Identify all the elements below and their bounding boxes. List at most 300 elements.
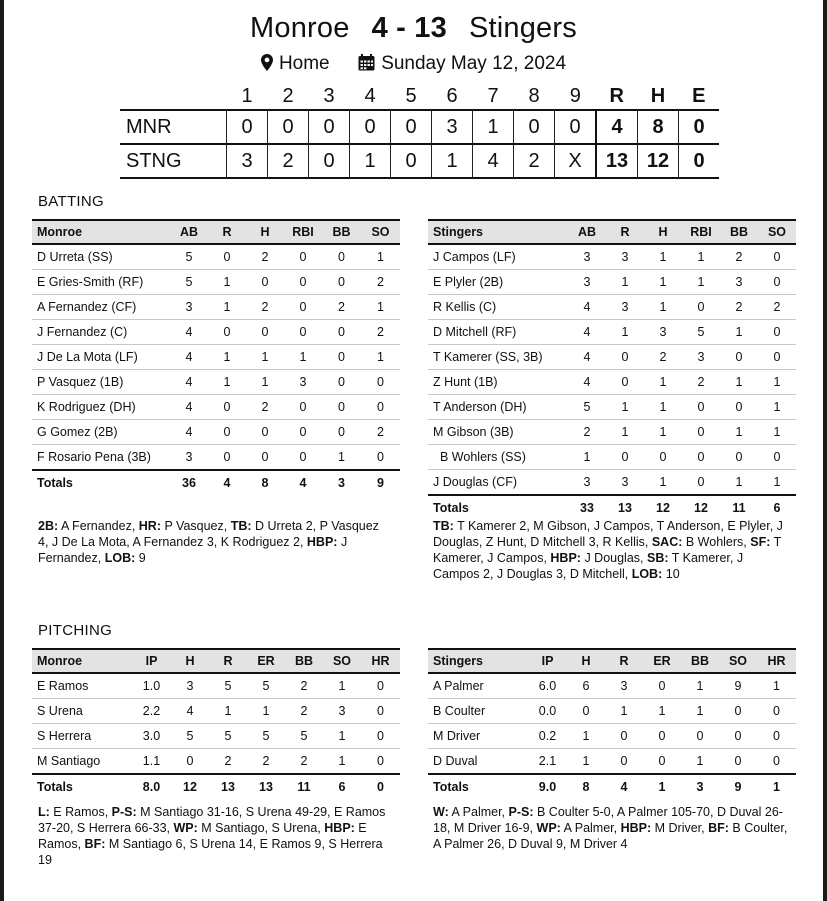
stat-cell: 0	[361, 699, 400, 724]
runs-header: R	[609, 85, 624, 107]
stat-cell: 0	[758, 244, 796, 270]
stat-cell: 1	[208, 370, 246, 395]
hits-total: 8	[638, 110, 679, 144]
stat-cell: 0	[758, 320, 796, 345]
column-header: AB	[170, 220, 208, 244]
batting-section-label: BATTING	[38, 193, 104, 210]
hits-total: 12	[638, 144, 679, 178]
line-score-row-home	[120, 144, 719, 178]
stat-cell: 0	[322, 244, 361, 270]
hits-header: H	[650, 85, 666, 107]
stat-cell: 3	[606, 295, 644, 320]
inning-score: 0	[391, 110, 432, 144]
note-text: T Kamerer, J Campos 2, J Douglas 3, D Mitchell,	[433, 551, 744, 581]
stat-cell: 2	[720, 244, 758, 270]
stat-cell: 0	[361, 673, 400, 699]
stat-cell: 3	[644, 320, 682, 345]
player-name: E Gries-Smith (RF)	[32, 270, 170, 295]
stat-cell: 5	[209, 673, 247, 699]
note-text: J Douglas,	[580, 551, 647, 565]
player-name: B Coulter	[428, 699, 528, 724]
errors-total: 0	[679, 144, 720, 178]
stat-cell: 3	[720, 270, 758, 295]
stat-cell: 2	[758, 295, 796, 320]
note-text: E Ramos,	[49, 805, 112, 819]
stat-cell: 0	[719, 724, 757, 749]
inning-header: 3	[323, 85, 335, 107]
stat-cell: 2	[285, 699, 323, 724]
stat-cell: 5	[285, 724, 323, 749]
frame-left-border	[0, 0, 4, 901]
stat-cell: 6	[567, 673, 605, 699]
total-cell: 13	[247, 774, 285, 799]
stat-cell: 0	[682, 420, 720, 445]
table-row	[32, 445, 400, 471]
column-header: IP	[132, 649, 171, 673]
stat-cell: 1	[758, 470, 796, 496]
player-name: G Gomez (2B)	[32, 420, 170, 445]
stat-cell: 2	[246, 395, 284, 420]
note-text: B Coulter, A Palmer 26, D Duval 9, M Driver 4	[433, 821, 788, 851]
stat-cell: 3.0	[132, 724, 171, 749]
table-row	[428, 370, 796, 395]
player-name: J Fernandez (C)	[32, 320, 170, 345]
table-row	[32, 370, 400, 395]
stat-cell: 1	[681, 699, 719, 724]
home-team-name: Stingers	[468, 12, 577, 44]
note-label: HBP:	[620, 821, 652, 835]
stat-cell: 3	[606, 470, 644, 496]
team-column-header: Stingers	[428, 649, 528, 673]
total-cell: 6	[323, 774, 361, 799]
stat-cell: 0	[171, 749, 209, 775]
total-cell: 9	[719, 774, 757, 799]
column-header: HR	[757, 649, 796, 673]
table-row	[32, 320, 400, 345]
inning-header: 2	[282, 85, 294, 107]
stat-cell: 5	[247, 673, 285, 699]
table-row	[428, 320, 796, 345]
total-cell: 12	[682, 495, 720, 520]
table-row	[428, 420, 796, 445]
note-text: 10	[662, 567, 680, 581]
table-row	[428, 295, 796, 320]
totals-label: Totals	[428, 774, 528, 799]
total-cell: 4	[284, 470, 322, 495]
stat-cell: 0	[284, 270, 322, 295]
player-name: E Plyler (2B)	[428, 270, 568, 295]
stat-cell: 2	[209, 749, 247, 775]
stat-cell: 0	[361, 724, 400, 749]
column-header: H	[567, 649, 605, 673]
note-text: T Kamerer 2, M Gibson, J Campos, T Anderson, E Plyler, J Douglas, Z Hunt, D Mitchell 3, R Kellis,	[433, 519, 783, 549]
note-text: D Urreta 2, P Vasquez 4, J De La Mota, A Fernandez 3, K Rodriguez 2,	[38, 519, 379, 549]
stat-cell: 0	[720, 395, 758, 420]
team-abbr: STNG	[126, 149, 182, 172]
column-header: RBI	[682, 220, 720, 244]
player-name: J Campos (LF)	[428, 244, 568, 270]
table-row	[32, 270, 400, 295]
stat-cell: 1	[720, 420, 758, 445]
stat-cell: 0	[322, 370, 361, 395]
stat-cell: 2.2	[132, 699, 171, 724]
line-score-table	[120, 84, 719, 179]
note-label: P-S:	[111, 805, 137, 819]
stat-cell: 2	[361, 420, 400, 445]
stat-cell: 3	[323, 699, 361, 724]
home-batting-notes	[433, 518, 785, 582]
stat-cell: 2	[285, 673, 323, 699]
team-column-header: Stingers	[428, 220, 568, 244]
totals-row	[428, 774, 796, 799]
stat-cell: 4	[170, 420, 208, 445]
stat-cell: 1	[644, 270, 682, 295]
stat-cell: 0	[681, 724, 719, 749]
inning-header: 9	[569, 85, 581, 107]
stat-cell: 1	[720, 470, 758, 496]
stat-cell: 2	[322, 295, 361, 320]
note-label: HBP:	[306, 535, 338, 549]
stat-cell: 1	[681, 749, 719, 775]
errors-total: 0	[679, 110, 720, 144]
stat-cell: 4	[170, 345, 208, 370]
stat-cell: 0	[643, 749, 681, 775]
stat-cell: 1	[720, 320, 758, 345]
stat-cell: 0	[719, 699, 757, 724]
table-row	[32, 724, 400, 749]
player-name: S Urena	[32, 699, 132, 724]
player-name: E Ramos	[32, 673, 132, 699]
stat-cell: 0	[361, 370, 400, 395]
player-name: M Gibson (3B)	[428, 420, 568, 445]
stat-cell: 1	[246, 370, 284, 395]
stat-cell: 1	[605, 699, 643, 724]
away-team-name: Monroe	[250, 12, 350, 44]
stat-cell: 0	[208, 244, 246, 270]
player-name: D Duval	[428, 749, 528, 775]
column-header: IP	[528, 649, 567, 673]
column-header: R	[606, 220, 644, 244]
player-name: M Driver	[428, 724, 528, 749]
stat-cell: 0	[720, 445, 758, 470]
inning-header: 6	[446, 85, 458, 107]
table-row	[428, 724, 796, 749]
note-text: 9	[135, 551, 146, 565]
inning-score: X	[555, 144, 597, 178]
column-header: ER	[247, 649, 285, 673]
table-row	[32, 345, 400, 370]
inning-score: 0	[309, 144, 350, 178]
stat-cell: 1	[284, 345, 322, 370]
stat-cell: 0	[246, 270, 284, 295]
totals-row	[32, 774, 400, 799]
note-text: J Fernandez,	[38, 535, 348, 565]
stat-cell: 0	[246, 445, 284, 471]
stat-cell: 0	[208, 420, 246, 445]
table-row	[428, 244, 796, 270]
stat-cell: 1	[681, 673, 719, 699]
inning-score: 1	[473, 110, 514, 144]
away-batting-notes	[38, 518, 390, 566]
inning-score: 1	[350, 144, 391, 178]
column-header: H	[644, 220, 682, 244]
inning-score: 2	[514, 144, 555, 178]
total-cell: 8	[567, 774, 605, 799]
note-text: M Santiago 6, S Urena 14, E Ramos 9, S Herrera 19	[38, 837, 383, 867]
errors-header: E	[692, 85, 706, 107]
stat-cell: 2	[285, 749, 323, 775]
stat-cell: 3	[568, 470, 606, 496]
total-cell: 4	[208, 470, 246, 495]
stat-cell: 3	[606, 244, 644, 270]
stat-cell: 5	[209, 724, 247, 749]
stat-cell: 1	[323, 724, 361, 749]
player-name: T Anderson (DH)	[428, 395, 568, 420]
inning-score: 1	[432, 144, 473, 178]
stat-cell: 0	[643, 673, 681, 699]
stat-cell: 0	[361, 395, 400, 420]
stat-cell: 1	[606, 320, 644, 345]
stat-cell: 2	[246, 244, 284, 270]
stat-cell: 0	[208, 445, 246, 471]
note-text: B Coulter 5-0, A Palmer 105-70, D Duval 26-18, M Driver 16-9,	[433, 805, 783, 835]
stat-cell: 1	[644, 370, 682, 395]
column-header: RBI	[284, 220, 322, 244]
stat-cell: 1	[606, 270, 644, 295]
total-cell: 1	[757, 774, 796, 799]
totals-label: Totals	[32, 774, 132, 799]
total-cell: 9.0	[528, 774, 567, 799]
stat-cell: 0	[682, 470, 720, 496]
note-text: T Kamerer, J Campos,	[433, 535, 782, 565]
stat-cell: 3	[568, 270, 606, 295]
note-label: HBP:	[324, 821, 355, 835]
stat-cell: 2	[568, 420, 606, 445]
stat-cell: 0	[284, 445, 322, 471]
inning-score: 3	[227, 144, 268, 178]
inning-header: 1	[241, 85, 253, 107]
table-row	[428, 699, 796, 724]
stat-cell: 2	[361, 320, 400, 345]
player-name: M Santiago	[32, 749, 132, 775]
player-name: A Palmer	[428, 673, 528, 699]
stat-cell: 0.0	[528, 699, 567, 724]
stat-cell: 1	[644, 395, 682, 420]
stat-cell: 1.1	[132, 749, 171, 775]
total-cell: 8.0	[132, 774, 171, 799]
stat-cell: 0	[605, 724, 643, 749]
totals-row	[32, 470, 400, 495]
total-cell: 3	[681, 774, 719, 799]
stat-cell: 1	[644, 244, 682, 270]
stat-cell: 0	[758, 445, 796, 470]
note-label: 2B:	[38, 519, 59, 533]
stat-cell: 0	[361, 749, 400, 775]
totals-row	[428, 495, 796, 520]
table-row	[428, 345, 796, 370]
stat-cell: 5	[170, 244, 208, 270]
stat-cell: 0	[322, 420, 361, 445]
inning-score: 3	[432, 110, 473, 144]
stat-cell: 4	[171, 699, 209, 724]
stat-cell: 1	[361, 345, 400, 370]
game-title	[0, 12, 827, 45]
stat-cell: 1	[567, 749, 605, 775]
player-name: J De La Mota (LF)	[32, 345, 170, 370]
stat-cell: 0	[682, 395, 720, 420]
note-label: SB:	[646, 551, 669, 565]
inning-score: 4	[473, 144, 514, 178]
column-header: SO	[361, 220, 400, 244]
column-header: BB	[285, 649, 323, 673]
stat-cell: 1	[361, 244, 400, 270]
player-name: P Vasquez (1B)	[32, 370, 170, 395]
stat-cell: 0	[720, 345, 758, 370]
stat-cell: 5	[682, 320, 720, 345]
note-label: TB:	[433, 519, 454, 533]
away-batting-table	[32, 219, 400, 495]
stat-cell: 1	[757, 673, 796, 699]
table-row	[32, 749, 400, 775]
table-row	[428, 673, 796, 699]
inning-score: 0	[391, 144, 432, 178]
note-text: A Palmer,	[448, 805, 509, 819]
note-label: L:	[38, 805, 50, 819]
totals-label: Totals	[32, 470, 170, 495]
note-label: HBP:	[550, 551, 581, 565]
inning-header: 5	[405, 85, 417, 107]
total-cell: 12	[171, 774, 209, 799]
stat-cell: 0	[284, 395, 322, 420]
total-cell: 3	[322, 470, 361, 495]
stat-cell: 0	[606, 345, 644, 370]
location-text: Home	[278, 53, 330, 74]
stat-cell: 1	[208, 345, 246, 370]
column-header: R	[209, 649, 247, 673]
total-cell: 6	[758, 495, 796, 520]
column-header: HR	[361, 649, 400, 673]
player-name: B Wohlers (SS)	[428, 445, 568, 470]
stat-cell: 1	[208, 295, 246, 320]
total-cell: 4	[605, 774, 643, 799]
note-text: M Santiago, S Urena,	[197, 821, 325, 835]
column-header: SO	[758, 220, 796, 244]
inning-score: 0	[227, 110, 268, 144]
stat-cell: 4	[568, 320, 606, 345]
note-text: P Vasquez,	[160, 519, 231, 533]
note-label: LOB:	[104, 551, 136, 565]
stat-cell: 2	[720, 295, 758, 320]
stat-cell: 3	[568, 244, 606, 270]
pitching-section-label: PITCHING	[38, 622, 113, 639]
column-header: SO	[719, 649, 757, 673]
stat-cell: 0	[208, 320, 246, 345]
stat-cell: 1	[247, 699, 285, 724]
inning-score: 0	[309, 110, 350, 144]
stat-cell: 0	[758, 345, 796, 370]
player-name: T Kamerer (SS, 3B)	[428, 345, 568, 370]
table-row	[428, 270, 796, 295]
stat-cell: 0	[644, 445, 682, 470]
stat-cell: 1	[208, 270, 246, 295]
stat-cell: 3	[171, 673, 209, 699]
line-score-header-row	[120, 84, 719, 110]
total-cell: 13	[209, 774, 247, 799]
table-row	[32, 395, 400, 420]
calendar-icon	[358, 54, 375, 77]
home-batting-table	[428, 219, 796, 520]
stat-cell: 4	[170, 395, 208, 420]
note-text: B Wohlers,	[682, 535, 751, 549]
stat-cell: 0	[605, 749, 643, 775]
player-name: K Rodriguez (DH)	[32, 395, 170, 420]
table-row	[428, 395, 796, 420]
stat-cell: 4	[170, 370, 208, 395]
player-name: R Kellis (C)	[428, 295, 568, 320]
stat-cell: 1	[758, 370, 796, 395]
note-text: M Driver,	[651, 821, 709, 835]
total-cell: 36	[170, 470, 208, 495]
stat-cell: 1	[644, 295, 682, 320]
totals-label: Totals	[428, 495, 568, 520]
total-cell: 12	[644, 495, 682, 520]
column-header: BB	[322, 220, 361, 244]
stat-cell: 5	[170, 270, 208, 295]
date-text: Sunday May 12, 2024	[381, 53, 567, 74]
stat-cell: 3	[284, 370, 322, 395]
stat-cell: 1	[682, 270, 720, 295]
stat-cell: 1	[568, 445, 606, 470]
runs-total: 4	[596, 110, 638, 144]
note-label: WP:	[173, 821, 198, 835]
stat-cell: 2	[644, 345, 682, 370]
stat-cell: 4	[568, 345, 606, 370]
stat-cell: 0	[606, 370, 644, 395]
stat-cell: 1	[322, 445, 361, 471]
stat-cell: 1	[361, 295, 400, 320]
stat-cell: 0	[567, 699, 605, 724]
stat-cell: 1	[758, 395, 796, 420]
stat-cell: 0	[322, 320, 361, 345]
note-text: A Fernandez,	[58, 519, 139, 533]
player-name: D Mitchell (RF)	[428, 320, 568, 345]
stat-cell: 1	[720, 370, 758, 395]
stat-cell: 0	[682, 295, 720, 320]
stat-cell: 0	[284, 295, 322, 320]
stat-cell: 5	[171, 724, 209, 749]
table-row	[32, 673, 400, 699]
player-name: D Urreta (SS)	[32, 244, 170, 270]
stat-cell: 0	[606, 445, 644, 470]
stat-cell: 1	[758, 420, 796, 445]
column-header: BB	[720, 220, 758, 244]
inning-score: 2	[268, 144, 309, 178]
column-header: ER	[643, 649, 681, 673]
map-pin-icon	[261, 54, 273, 77]
stat-cell: 1	[606, 420, 644, 445]
total-cell: 0	[361, 774, 400, 799]
runs-total: 13	[596, 144, 638, 178]
team-abbr: MNR	[126, 115, 172, 138]
note-label: SAC:	[651, 535, 683, 549]
note-text: A Palmer,	[560, 821, 621, 835]
column-header: AB	[568, 220, 606, 244]
note-label: BF:	[84, 837, 106, 851]
stat-cell: 0	[757, 724, 796, 749]
stat-cell: 1	[644, 470, 682, 496]
stat-cell: 0	[246, 420, 284, 445]
note-label: TB:	[230, 519, 252, 533]
